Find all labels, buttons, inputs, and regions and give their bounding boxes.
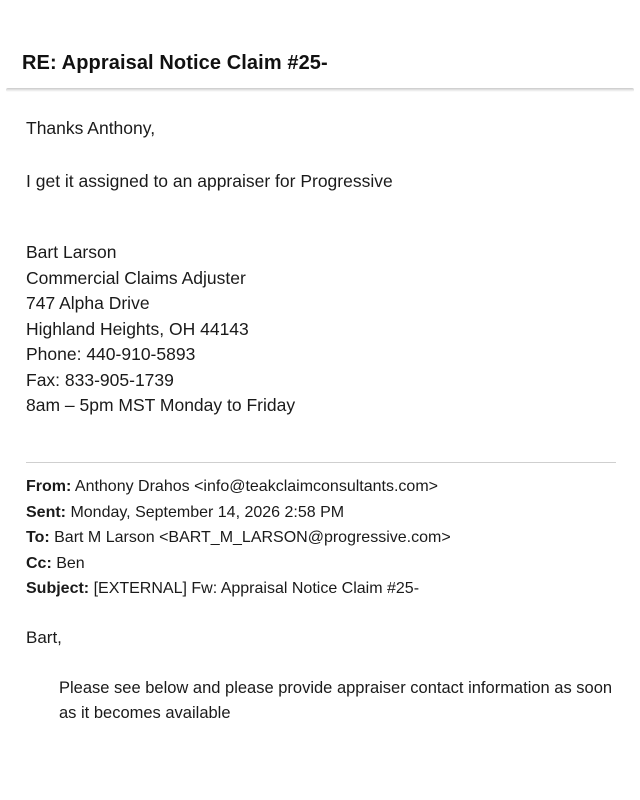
sent-value: Monday, September 14, 2026 2:58 PM	[66, 503, 345, 521]
sent-label: Sent:	[26, 503, 66, 521]
subject-label: Subject:	[26, 580, 90, 597]
to-label: To:	[26, 529, 50, 546]
signature-block	[26, 240, 295, 419]
signature-phone: Phone: 440-910-5893	[26, 344, 196, 364]
signature-name: Bart Larson	[26, 242, 117, 262]
subject-value: [EXTERNAL] Fw: Appraisal Notice Claim #25-	[89, 580, 420, 597]
signature-title: Commercial Claims Adjuster	[26, 267, 246, 288]
cc-value[interactable]: Ben	[51, 554, 85, 572]
reply-message: I get it assigned to an appraiser for Progressive	[26, 171, 393, 191]
forwarded-header	[26, 474, 451, 602]
signature-hours: 8am – 5pm MST Monday to Friday	[26, 395, 296, 415]
signature-address-line1: 747 Alpha Drive	[26, 293, 150, 313]
header-divider	[6, 88, 634, 92]
forwarded-cc-row	[26, 551, 451, 577]
forwarded-subject-row	[26, 576, 451, 602]
forwarded-greeting: Bart,	[26, 628, 62, 647]
forwarded-to-row	[26, 525, 451, 551]
signature-fax: Fax: 833-905-1739	[26, 369, 174, 390]
forward-divider	[26, 462, 616, 463]
email-subject-title: RE: Appraisal Notice Claim #25-	[22, 52, 328, 74]
reply-greeting: Thanks Anthony,	[26, 118, 156, 138]
forwarded-sent-row	[26, 500, 451, 526]
forwarded-from-row	[26, 474, 451, 500]
signature-address-line2: Highland Heights, OH 44143	[26, 318, 249, 339]
email-header	[0, 0, 640, 90]
forwarded-message: Please see below and please provide appraiser contact information as soon as it becomes available	[59, 679, 613, 722]
from-value[interactable]: Anthony Drahos <info@teakclaimconsultants.com>	[71, 478, 438, 495]
from-label: From:	[26, 478, 72, 495]
to-value[interactable]: Bart M Larson <BART_M_LARSON@progressive.com>	[49, 529, 451, 546]
cc-label: Cc:	[26, 554, 52, 572]
